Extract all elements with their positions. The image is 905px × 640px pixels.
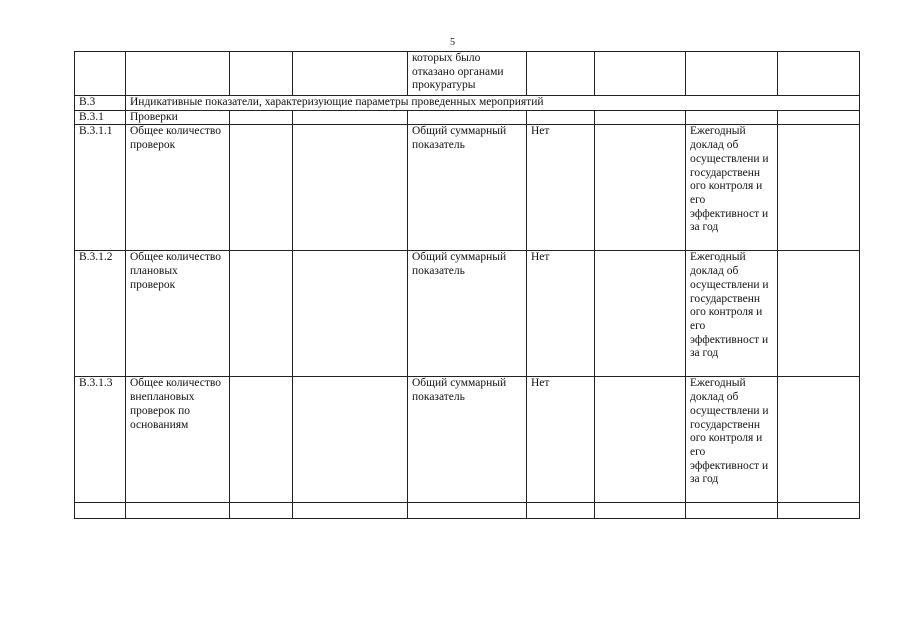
table-cell	[527, 503, 595, 519]
page-number: 5	[450, 37, 455, 48]
table-cell	[75, 52, 126, 96]
indicator-source: Ежегодный доклад об осуществлени и государственн ого контроля и его эффективност и за год	[686, 125, 778, 251]
section-title: Индикативные показатели, характеризующие параметры проведенных мероприятий	[126, 96, 860, 111]
indicator-row	[75, 377, 860, 503]
row-code: В.3	[75, 96, 126, 111]
indicator-row	[75, 125, 860, 251]
table-cell	[686, 110, 778, 125]
indicators-table	[74, 51, 860, 519]
table-cell	[686, 52, 778, 96]
indicator-row	[75, 251, 860, 377]
table-cell	[595, 52, 686, 96]
table-row	[75, 503, 860, 519]
table-cell	[230, 377, 293, 503]
table-cell: которых было отказано органами прокуратуры	[408, 52, 527, 96]
table-cell	[293, 377, 408, 503]
indicator-flag: Нет	[527, 251, 595, 377]
indicator-flag: Нет	[527, 377, 595, 503]
table-cell	[408, 503, 527, 519]
row-code: В.3.1.2	[75, 251, 126, 377]
table-row	[75, 52, 860, 96]
table-cell	[527, 52, 595, 96]
table-cell	[230, 52, 293, 96]
subsection-row	[75, 110, 860, 125]
table-cell	[293, 110, 408, 125]
indicator-type: Общий суммарный показатель	[408, 377, 527, 503]
table-cell	[595, 251, 686, 377]
section-row	[75, 96, 860, 111]
indicator-type: Общий суммарный показатель	[408, 125, 527, 251]
indicator-source: Ежегодный доклад об осуществлени и государственн ого контроля и его эффективност и за год	[686, 251, 778, 377]
row-code: В.3.1	[75, 110, 126, 125]
table-cell	[293, 52, 408, 96]
table-cell	[230, 110, 293, 125]
subsection-title: Проверки	[126, 110, 230, 125]
table-cell	[778, 377, 860, 503]
row-code: В.3.1.1	[75, 125, 126, 251]
table-cell	[778, 251, 860, 377]
table-cell	[75, 503, 126, 519]
table-cell	[686, 503, 778, 519]
indicator-name: Общее количество внеплановых проверок по основаниям	[126, 377, 230, 503]
indicator-type: Общий суммарный показатель	[408, 251, 527, 377]
indicator-source: Ежегодный доклад об осуществлени и государственн ого контроля и его эффективност и за год	[686, 377, 778, 503]
table-cell	[126, 503, 230, 519]
indicator-flag: Нет	[527, 125, 595, 251]
table-cell	[595, 125, 686, 251]
table-cell	[230, 251, 293, 377]
table-cell	[778, 52, 860, 96]
table-cell	[778, 125, 860, 251]
table-cell	[595, 110, 686, 125]
table-cell	[527, 110, 595, 125]
row-code: В.3.1.3	[75, 377, 126, 503]
indicator-name: Общее количество плановых проверок	[126, 251, 230, 377]
table-cell	[126, 52, 230, 96]
table-cell	[408, 110, 527, 125]
indicator-name: Общее количество проверок	[126, 125, 230, 251]
table-cell	[293, 251, 408, 377]
table-cell	[595, 377, 686, 503]
table-cell	[595, 503, 686, 519]
table-cell	[293, 503, 408, 519]
table-cell	[230, 503, 293, 519]
table-cell	[230, 125, 293, 251]
table-cell	[778, 110, 860, 125]
table-cell	[293, 125, 408, 251]
table-cell	[778, 503, 860, 519]
